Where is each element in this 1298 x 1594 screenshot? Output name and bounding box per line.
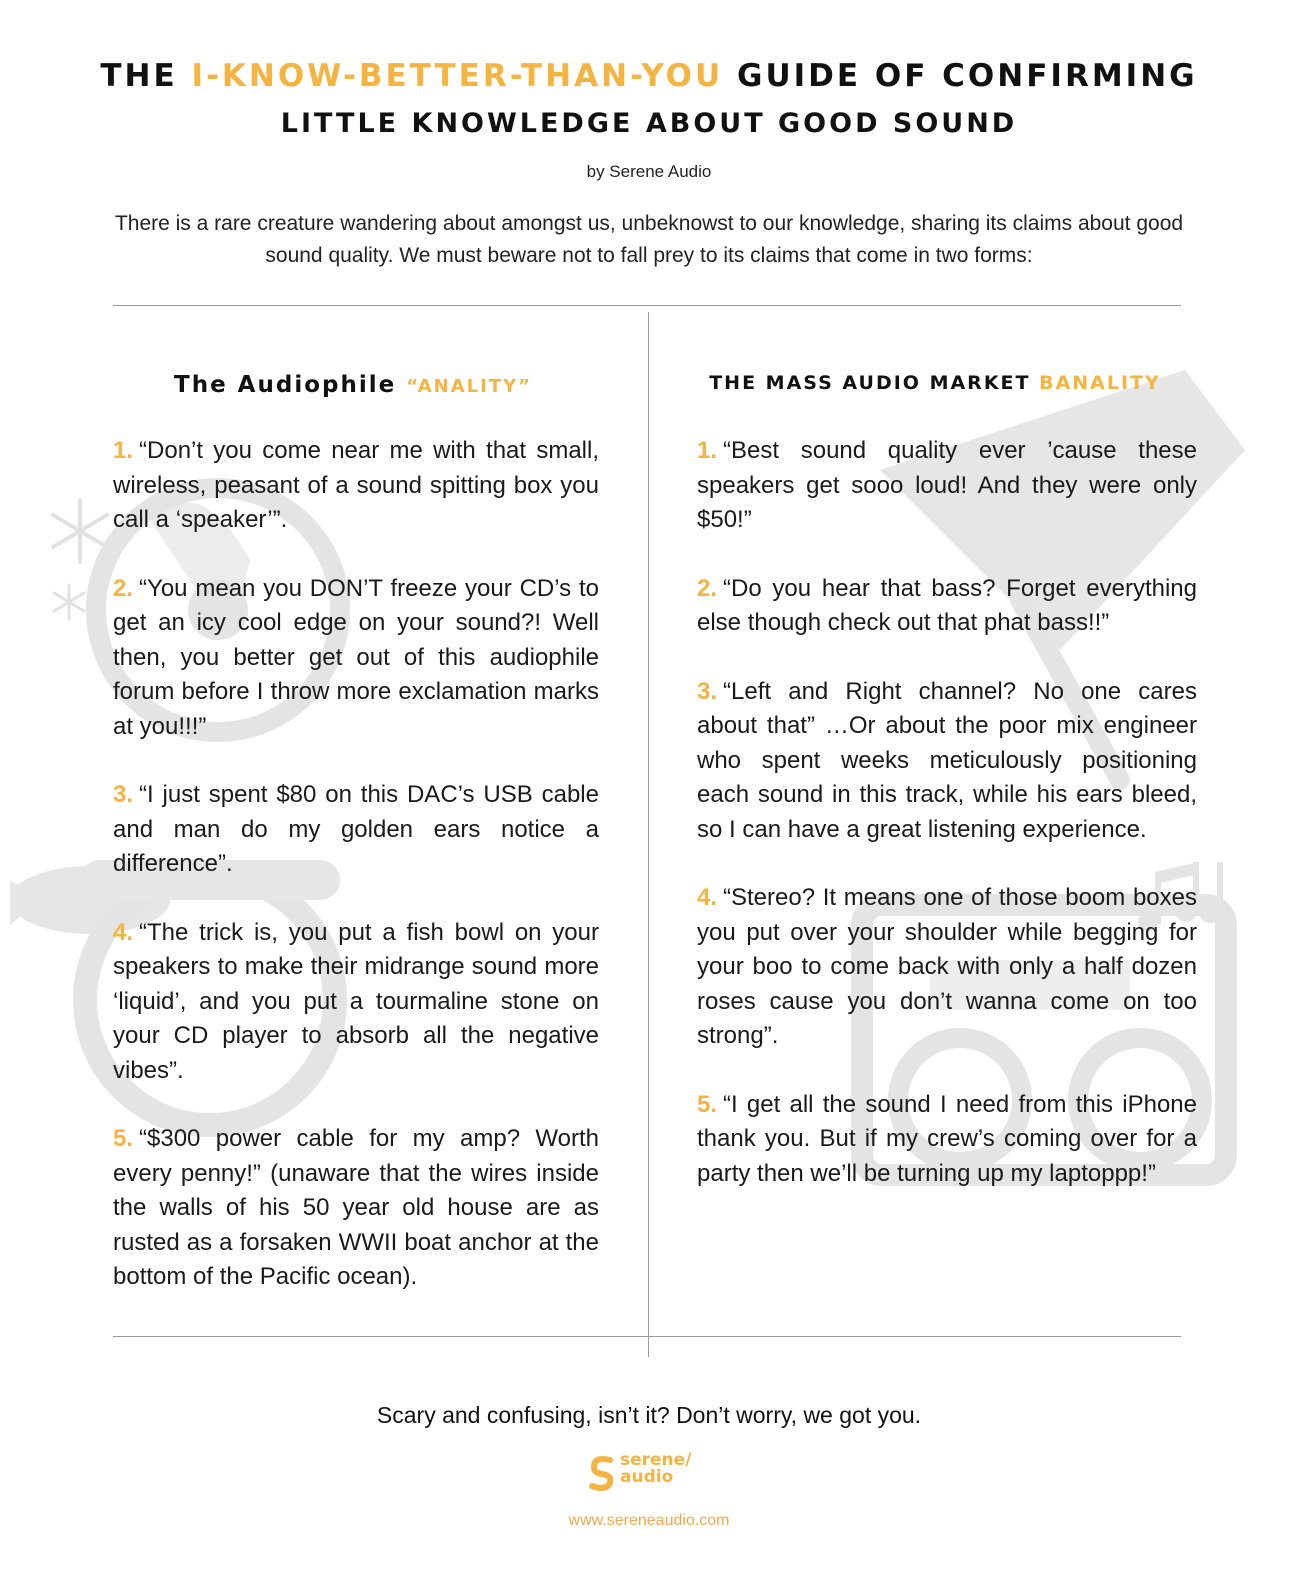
left-column-heading [113,372,593,398]
left-heading-main: The Audiophile [174,372,407,398]
byline: by Serene Audio [586,162,712,181]
right-heading-accent: BANALITY [1039,372,1161,394]
list-item [113,916,599,1089]
serene-audio-logo [588,1452,718,1496]
top-divider [113,305,1181,306]
item-number: 5. [697,1090,718,1118]
item-text: “Don’t you come near me with that small, wireless, peasant of a sound spitting box you call a ‘speaker’”. [113,437,599,533]
item-number: 2. [697,574,718,602]
website-link[interactable]: www.sereneaudio.com [568,1512,730,1529]
list-item [697,572,1197,641]
item-text: “I just spent $80 on this DAC’s USB cable and man do my golden ears notice a difference”. [113,781,599,877]
snowflake-small-icon [54,585,84,619]
logo-wordmark [620,1452,691,1486]
item-text: “$300 power cable for my amp? Worth every penny!” (unaware that the wires inside the walls of his 50 year old house are as rusted as a forsaken WWII boat anchor at the bottom of the Pacific ocean). [113,1125,599,1290]
logo-line-1: serene/ [620,1450,692,1470]
item-number: 4. [697,884,718,911]
right-heading-main: THE MASS AUDIO MARKET [709,372,1040,394]
item-number: 1. [697,437,718,464]
bottom-divider [113,1336,1181,1337]
serene-audio-logo-icon [588,1454,616,1492]
list-item [697,675,1197,848]
item-number: 3. [697,677,718,705]
title-prefix: THE [100,58,192,94]
right-column-heading [690,372,1180,394]
item-text: “Stereo? It means one of those boom boxes you put over your shoulder while begging for your boo to come back with only a half dozen roses cause you don’t wanna come on too strong”. [697,884,1197,1049]
item-number: 3. [113,781,134,808]
list-item [113,778,599,882]
item-text: “The trick is, you put a fish bowl on your speakers to make their midrange sound more ‘liquid’, and you put a tourmaline stone on your CD player to absorb all the negative vibes”. [113,918,599,1084]
left-heading-accent: “ANALITY” [406,376,532,397]
page-title-line-2: LITTLE KNOWLEDGE ABOUT GOOD SOUND [280,108,1018,139]
intro-paragraph: There is a rare creature wandering about amongst us, unbeknowst to our knowledge, sharing its claims about good sound quality. We must beware not to fall prey to its claims that come in two forms: [114,212,1184,267]
snowflake-icon [53,500,107,562]
closing-line: Scary and confusing, isn’t it? Don’t worry, we got you. [376,1402,922,1428]
title-suffix: GUIDE OF CONFIRMING [723,58,1198,94]
item-text: “Left and Right channel? No one cares about that” …Or about the poor mix engineer who spent weeks meticulously positioning each sound in this track, while his ears bleed, so I can have a great listening experience. [697,677,1197,843]
list-item [113,572,599,745]
mass-market-list [697,434,1197,1225]
list-item [697,881,1197,1054]
item-text: “Do you hear that bass? Forget everything else though check out that phat bass!!” [697,574,1197,636]
item-text: “Best sound quality ever ’cause these speakers get sooo loud! And they were only $50!” [697,437,1197,533]
audiophile-list [113,434,599,1329]
item-number: 4. [113,918,134,946]
title-highlight: I-KNOW-BETTER-THAN-YOU [191,58,724,94]
list-item [697,434,1197,538]
page-title-line-1 [0,58,1298,94]
logo-line-2: audio [620,1467,674,1487]
item-text: “I get all the sound I need from this iPhone thank you. But if my crew’s coming over for a party then we’ll be turning up my laptoppp!” [697,1090,1197,1187]
column-divider [648,312,649,1357]
item-number: 2. [113,574,134,602]
list-item [113,434,599,538]
list-item [697,1088,1197,1192]
list-item [113,1122,599,1295]
item-text: “You mean you DON’T freeze your CD’s to get an icy cool edge on your sound?! Well then, you better get out of this audiophile forum before I throw more exclamation marks at you!!!” [113,574,599,740]
item-number: 1. [113,437,134,464]
item-number: 5. [113,1125,134,1152]
